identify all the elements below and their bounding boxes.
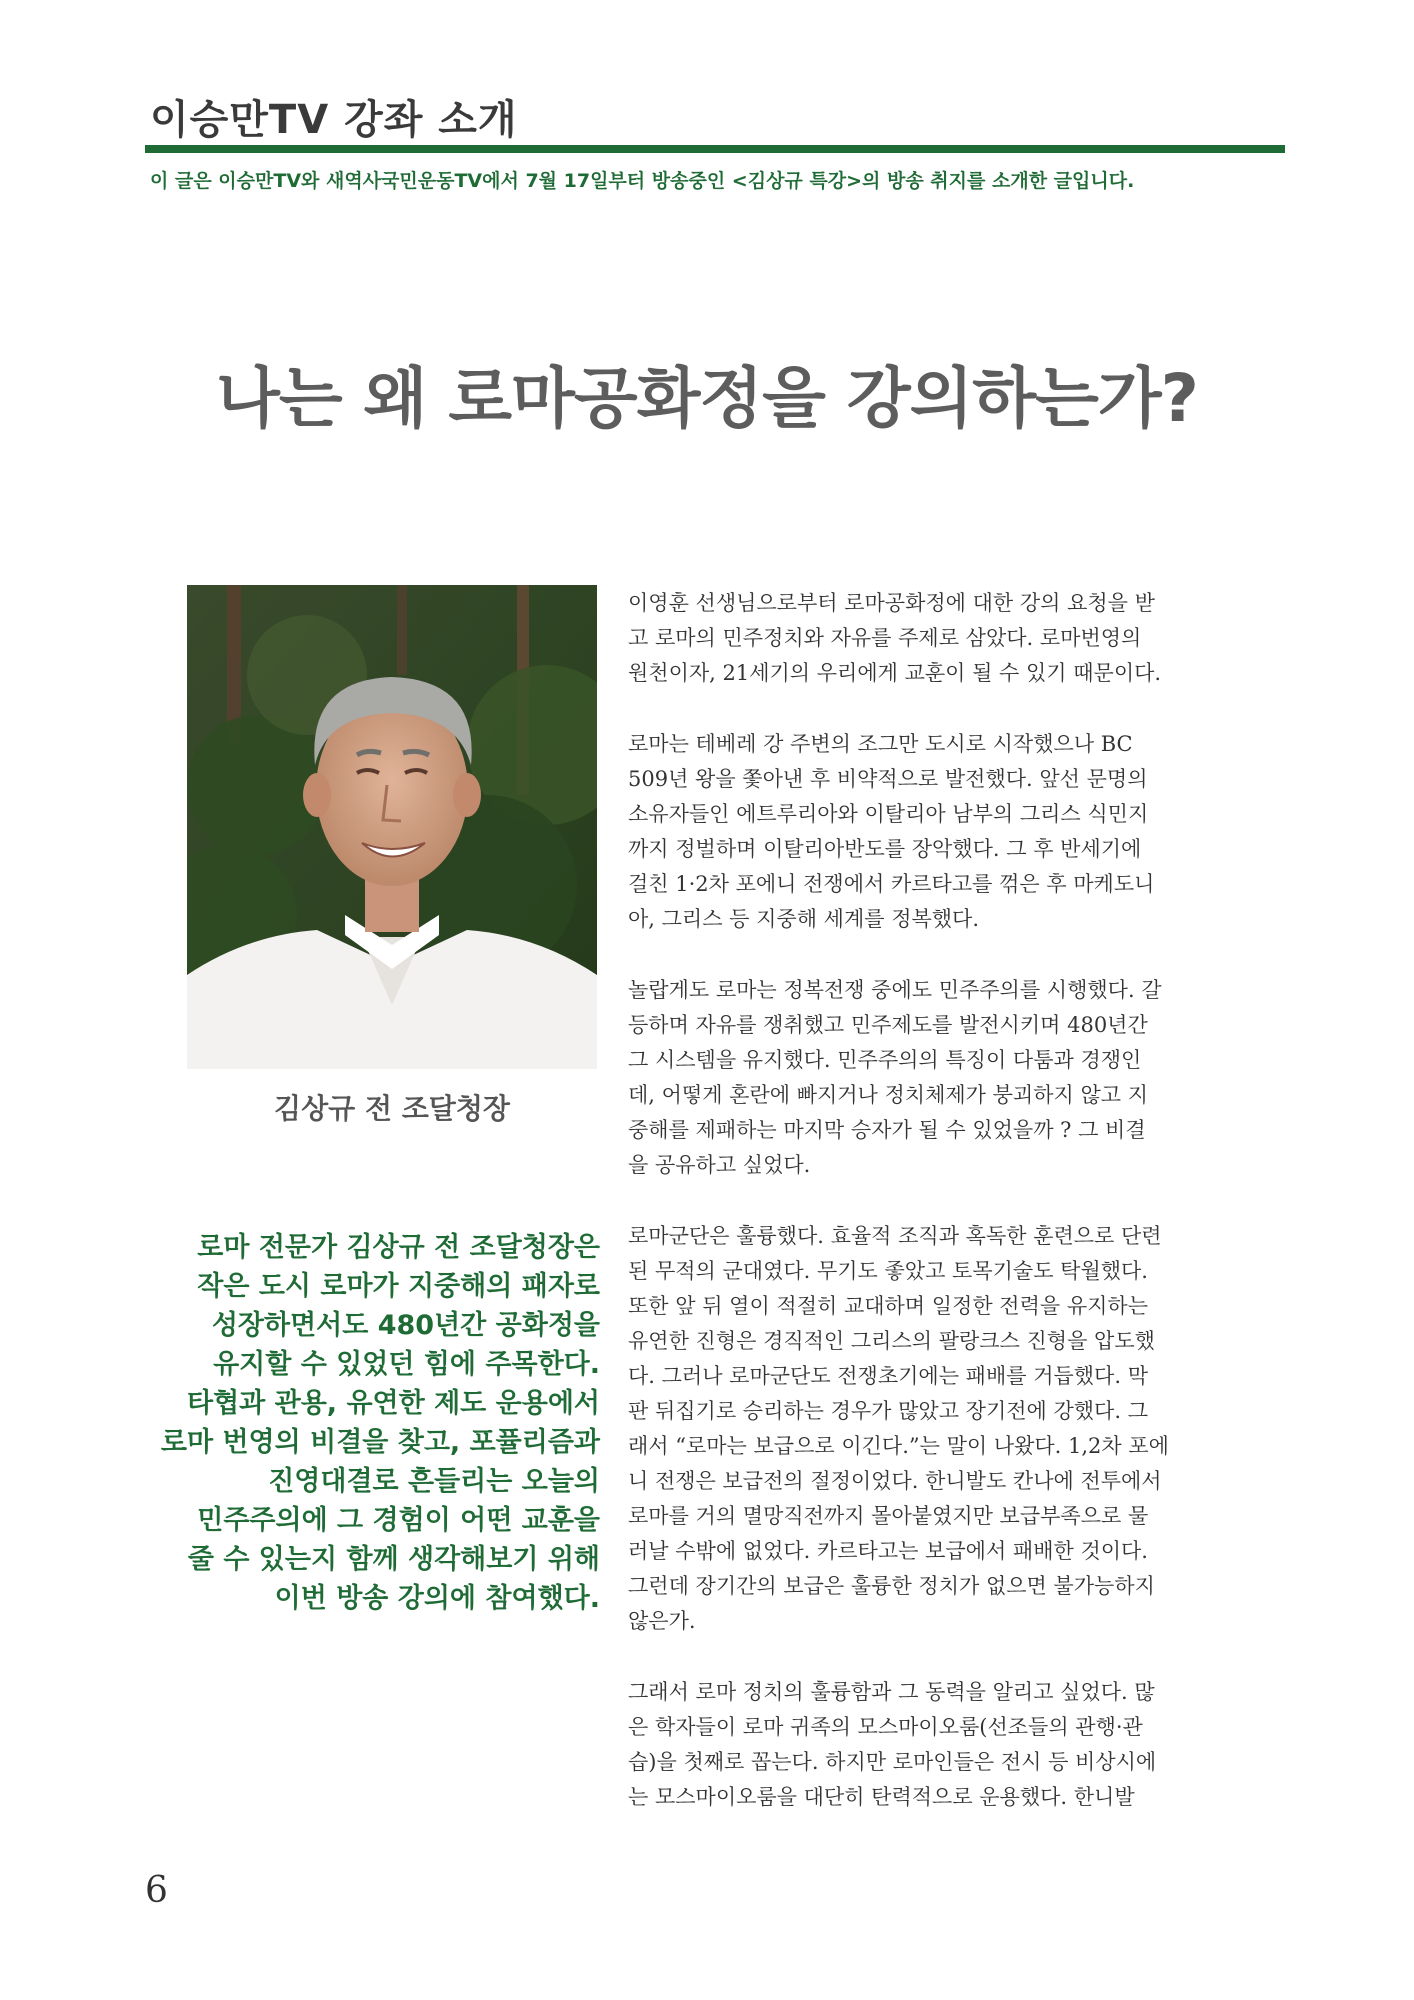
- header-rule: [145, 145, 1285, 153]
- body-line: 그런데 장기간의 보급은 훌륭한 정치가 없으면 불가능하지: [628, 1574, 1155, 1598]
- body-line: 은 학자들이 로마 귀족의 모스마이오룸(선조들의 관행·관: [628, 1715, 1143, 1739]
- body-paragraph: [628, 727, 1283, 937]
- pull-quote-line: 줄 수 있는지 함께 생각해보기 위해: [187, 1544, 600, 1575]
- body-line: 걸친 1·2차 포에니 전쟁에서 카르타고를 꺾은 후 마케도니: [628, 872, 1155, 896]
- body-line: 러날 수밖에 없었다. 카르타고는 보급에서 패배한 것이다.: [628, 1539, 1148, 1563]
- section-title: 이승만TV 강좌 소개: [150, 97, 518, 143]
- article-title: 나는 왜 로마공화정을 강의하는가?: [216, 360, 1198, 437]
- pull-quote-line: 성장하면서도 480년간 공화정을: [211, 1310, 600, 1341]
- body-paragraph: [628, 586, 1283, 691]
- body-line: 아, 그리스 등 지중해 세계를 정복했다.: [628, 907, 980, 931]
- body-line: 등하며 자유를 쟁취했고 민주제도를 발전시키며 480년간: [628, 1013, 1148, 1037]
- body-line: 509년 왕을 쫓아낸 후 비약적으로 발전했다. 앞선 문명의: [628, 767, 1148, 791]
- body-line: 데, 어떻게 혼란에 빠지거나 정치체제가 붕괴하지 않고 지: [628, 1083, 1148, 1107]
- body-line: 로마를 거의 멸망직전까지 몰아붙였지만 보급부족으로 물: [628, 1504, 1149, 1528]
- body-line: 로마군단은 훌륭했다. 효율적 조직과 혹독한 훈련으로 단련: [628, 1224, 1162, 1248]
- body-line: 유연한 진형은 경직적인 그리스의 팔랑크스 진형을 압도했: [628, 1329, 1155, 1353]
- body-line: 원천이자, 21세기의 우리에게 교훈이 될 수 있기 때문이다.: [628, 661, 1162, 685]
- photo-caption: 김상규 전 조달청장: [274, 1092, 510, 1125]
- intro-line: 이 글은 이승만TV와 새역사국민운동TV에서 7월 17일부터 방송중인 <김상규 특강>의 방송 취지를 소개한 글입니다.: [150, 170, 1135, 192]
- body-line: 로마는 테베레 강 주변의 조그만 도시로 시작했으나 BC: [628, 732, 1133, 756]
- pull-quote-line: 로마 번영의 비결을 찾고, 포퓰리즘과: [160, 1427, 600, 1458]
- body-line: 또한 앞 뒤 열이 적절히 교대하며 일정한 전력을 유지하는: [628, 1294, 1148, 1318]
- pull-quote-line: 이번 방송 강의에 참여했다.: [274, 1583, 600, 1614]
- body-line: 않은가.: [628, 1609, 696, 1633]
- pull-quote-line: 유지할 수 있었던 힘에 주목한다.: [213, 1349, 600, 1380]
- body-line: 그 시스템을 유지했다. 민주주의의 특징이 다툼과 경쟁인: [628, 1048, 1142, 1072]
- body-line: 까지 정벌하며 이탈리아반도를 장악했다. 그 후 반세기에: [628, 837, 1142, 861]
- pull-quote-line: 진영대결로 흔들리는 오늘의: [268, 1466, 600, 1497]
- body-line: 그래서 로마 정치의 훌륭함과 그 동력을 알리고 싶었다. 많: [628, 1680, 1155, 1704]
- pull-quote: [140, 1228, 600, 1618]
- body-line: 래서 “로마는 보급으로 이긴다.”는 말이 나왔다. 1,2차 포에: [628, 1434, 1169, 1458]
- page-number: 6: [145, 1870, 168, 1911]
- pull-quote-line: 작은 도시 로마가 지중해의 패자로: [197, 1271, 600, 1302]
- body-line: 판 뒤집기로 승리하는 경우가 많았고 장기전에 강했다. 그: [628, 1399, 1148, 1423]
- body-line: 고 로마의 민주정치와 자유를 주제로 삼았다. 로마번영의: [628, 626, 1142, 650]
- body-line: 을 공유하고 싶었다.: [628, 1153, 811, 1177]
- body-paragraph: [628, 1219, 1283, 1639]
- body-paragraph: [628, 973, 1283, 1183]
- pull-quote-line: 타협과 관용, 유연한 제도 운용에서: [186, 1388, 600, 1419]
- pull-quote-line: 로마 전문가 김상규 전 조달청장은: [197, 1232, 600, 1263]
- pull-quote-line: 민주주의에 그 경험이 어떤 교훈을: [197, 1505, 600, 1536]
- body-line: 습)을 첫째로 꼽는다. 하지만 로마인들은 전시 등 비상시에: [628, 1750, 1157, 1774]
- body-line: 는 모스마이오룸을 대단히 탄력적으로 운용했다. 한니발: [628, 1785, 1135, 1809]
- author-photo: [187, 585, 597, 1069]
- body-paragraph: [628, 1675, 1283, 1815]
- article-body: [628, 586, 1283, 1851]
- body-line: 다. 그러나 로마군단도 전쟁초기에는 패배를 거듭했다. 막: [628, 1364, 1148, 1388]
- body-line: 니 전쟁은 보급전의 절정이었다. 한니발도 칸나에 전투에서: [628, 1469, 1162, 1493]
- body-line: 된 무적의 군대였다. 무기도 좋았고 토목기술도 탁월했다.: [628, 1259, 1148, 1283]
- body-line: 놀랍게도 로마는 정복전쟁 중에도 민주주의를 시행했다. 갈: [628, 978, 1162, 1002]
- body-line: 소유자들인 에트루리아와 이탈리아 남부의 그리스 식민지: [628, 802, 1149, 826]
- body-line: 이영훈 선생님으로부터 로마공화정에 대한 강의 요청을 받: [628, 591, 1155, 615]
- body-line: 중해를 제패하는 마지막 승자가 될 수 있었을까 ? 그 비결: [628, 1118, 1146, 1142]
